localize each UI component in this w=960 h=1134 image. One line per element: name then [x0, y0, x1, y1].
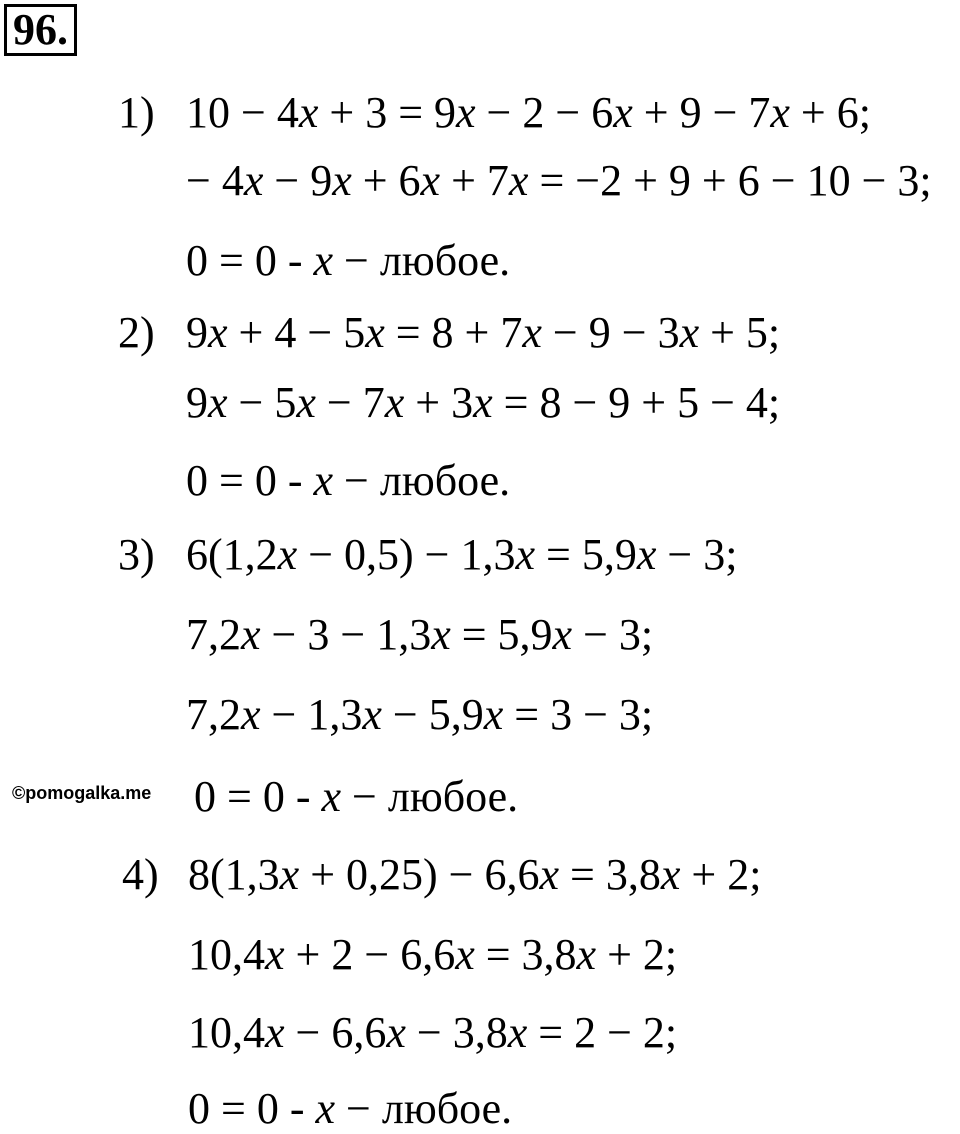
equation-line: 0 = 0 - x − любое.	[186, 236, 511, 285]
equation-line: 0 = 0 - x − любое.	[194, 772, 519, 821]
equation-line: 7,2x − 3 − 1,3x = 5,9x − 3;	[186, 610, 654, 659]
equation-line: 0 = 0 - x − любое.	[186, 456, 511, 505]
item-label: 4)	[122, 850, 159, 899]
equation-line: 10 − 4x + 3 = 9x − 2 − 6x + 9 − 7x + 6;	[186, 88, 871, 137]
item-label: 2)	[118, 308, 155, 357]
equation-line: 10,4x + 2 − 6,6x = 3,8x + 2;	[188, 930, 678, 979]
equation-line: 10,4x − 6,6x − 3,8x = 2 − 2;	[188, 1008, 678, 1057]
equation-line: 9x − 5x − 7x + 3x = 8 − 9 + 5 − 4;	[186, 378, 781, 427]
problem-number: 96.	[4, 4, 77, 56]
watermark: ©pomogalka.me	[12, 783, 152, 803]
equation-line: 0 = 0 - x − любое.	[188, 1084, 513, 1133]
equation-line: 8(1,3x + 0,25) − 6,6x = 3,8x + 2;	[188, 850, 762, 899]
equation-line: − 4x − 9x + 6x + 7x = −2 + 9 + 6 − 10 − 3;	[186, 156, 932, 205]
equation-line: 6(1,2x − 0,5) − 1,3x = 5,9x − 3;	[186, 530, 738, 579]
item-label: 1)	[118, 88, 155, 137]
item-label: 3)	[118, 530, 155, 579]
equation-line: 7,2x − 1,3x − 5,9x = 3 − 3;	[186, 690, 654, 739]
equation-line: 9x + 4 − 5x = 8 + 7x − 9 − 3x + 5;	[186, 308, 781, 357]
